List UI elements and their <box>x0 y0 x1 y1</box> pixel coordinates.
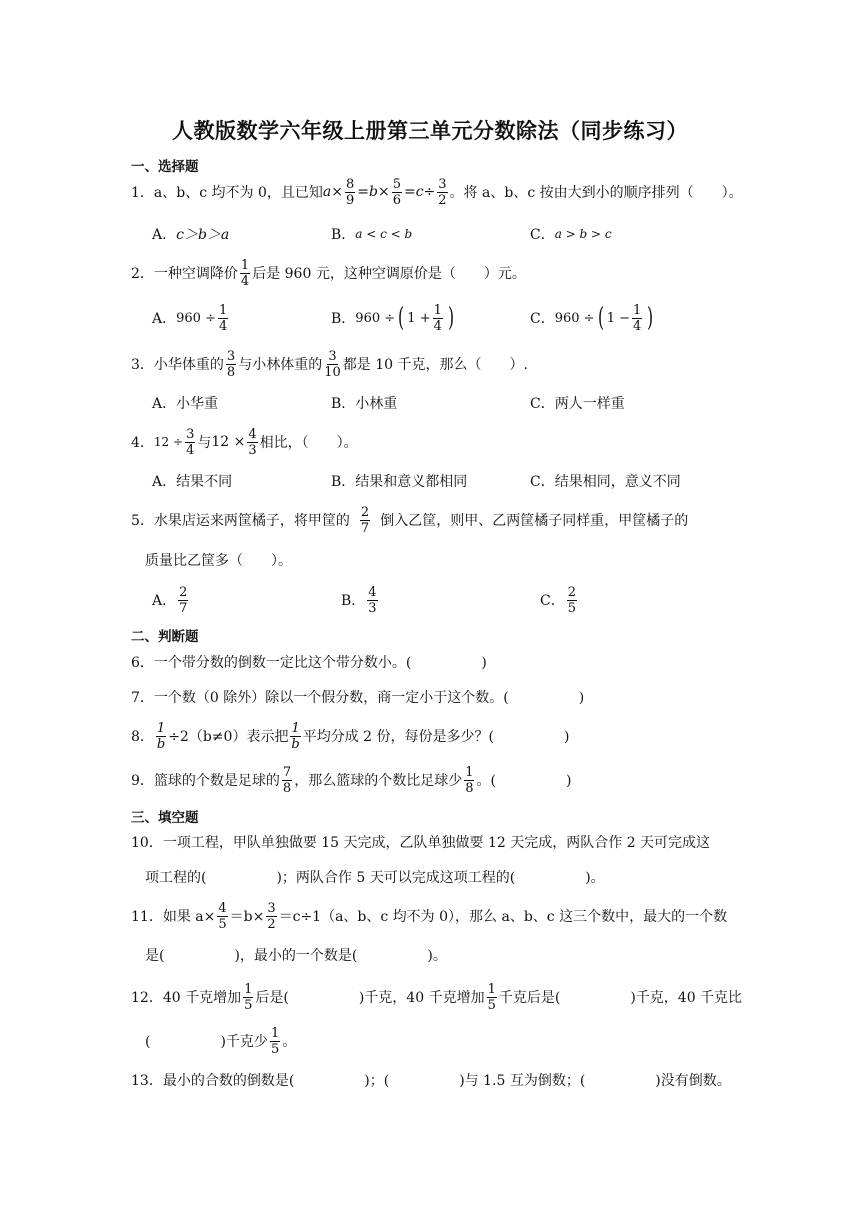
denominator: 4 <box>633 318 642 334</box>
q2-option-b[interactable] <box>331 298 457 338</box>
question-9-mid: ，那么篮球的个数比足球少 <box>294 773 463 789</box>
question-4-text: 4． <box>131 435 154 451</box>
fraction-4-3 <box>247 428 257 457</box>
equals-sign: = <box>403 184 416 200</box>
denominator: 3 <box>248 442 257 458</box>
question-5 <box>131 500 688 540</box>
option-letter: A． <box>152 593 177 609</box>
denominator: 8 <box>282 780 292 796</box>
question-8 <box>131 716 569 756</box>
question-4 <box>131 422 358 462</box>
numerator: 1 <box>156 720 166 736</box>
numerator: 3 <box>267 900 276 916</box>
fraction-2-7 <box>178 586 188 615</box>
question-13: 13．最小的合数的倒数是( )；( )与 1.5 互为倒数；( )没有倒数。 <box>131 1073 731 1089</box>
option-letter: C． <box>530 311 555 327</box>
question-3 <box>131 344 528 384</box>
option-expr: 960 ÷ <box>355 310 396 326</box>
fraction-8-9 <box>345 178 355 207</box>
var-a: a <box>322 184 332 200</box>
question-9-tail: 。( ) <box>476 773 572 789</box>
question-2-text: 2．一种空调降价 <box>131 266 238 282</box>
option-expr: a > b > c <box>554 227 612 241</box>
denominator: b <box>156 736 166 752</box>
numerator: 2 <box>360 504 370 520</box>
question-12-line-2-text: ( )千克少 <box>145 1034 268 1050</box>
equals-sign: = <box>357 184 369 200</box>
denominator: 5 <box>487 997 496 1013</box>
q5-option-c[interactable] <box>540 580 579 620</box>
question-11 <box>131 896 727 936</box>
q1-option-c[interactable] <box>530 214 612 254</box>
question-5-tail: 倒入乙筐，则甲、乙两筐橘子同样重，甲筐橘子的 <box>380 513 689 529</box>
numerator: 3 <box>186 426 195 442</box>
paren: ) <box>447 303 454 333</box>
fraction-1-b <box>156 722 166 751</box>
question-1 <box>131 172 743 212</box>
question-5-text: 5．水果店运来两筐橘子，将甲筐的 <box>131 513 350 529</box>
question-12-mid-2: 千克后是( )千克，40 千克比 <box>498 990 743 1006</box>
question-12-mid-1: 后是( )千克，40 千克增加 <box>255 990 485 1006</box>
fraction-1-4 <box>632 304 642 333</box>
option-expr: c＞b＞a <box>176 227 230 243</box>
option-letter: B． <box>331 227 356 243</box>
q1-option-a[interactable] <box>152 214 229 254</box>
fraction-3-2 <box>437 178 447 207</box>
numerator: 1 <box>465 764 474 780</box>
fraction-3-4 <box>185 428 195 457</box>
question-1-text: 1．a、b、c 均不为 0，且已知 <box>131 185 323 201</box>
numerator: 1 <box>244 981 253 997</box>
fraction-2-5 <box>567 586 577 615</box>
option-expr: 960 ÷ <box>176 310 216 326</box>
denominator: 2 <box>267 916 276 932</box>
fraction-7-8 <box>282 766 292 795</box>
paren: ) <box>647 303 654 333</box>
section-heading-choice: 一、选择题 <box>131 159 199 175</box>
question-3-text: 3．小华体重的 <box>131 357 224 373</box>
numerator: 3 <box>328 348 337 364</box>
option-expr: a < c < b <box>355 227 413 241</box>
numerator: 1 <box>240 257 250 273</box>
section-heading-judgment: 二、判断题 <box>131 629 199 645</box>
times-sign: × <box>377 184 390 200</box>
question-6: 6．一个带分数的倒数一定比这个带分数小。( ) <box>131 655 487 671</box>
fraction-1-5 <box>487 983 497 1012</box>
question-1-tail: 。将 a、b、c 按由大到小的顺序排列（ ）。 <box>449 185 743 201</box>
section-heading-fill: 三、填空题 <box>131 810 199 826</box>
question-9 <box>131 760 571 800</box>
q4-option-b[interactable]: B．结果和意义都相同 <box>331 474 468 490</box>
fraction-5-6 <box>392 178 402 207</box>
numerator: 7 <box>282 764 292 780</box>
divide-sign: ÷ <box>423 184 436 200</box>
denominator: 4 <box>186 442 195 458</box>
q4-option-a[interactable]: A．结果不同 <box>152 474 233 490</box>
question-5-line-2: 质量比乙筐多（ ）。 <box>145 553 292 569</box>
denominator: b <box>291 736 300 752</box>
fraction-1-5 <box>270 1027 280 1056</box>
question-2-tail: 后是 960 元，这种空调原价是（ ）元。 <box>252 266 526 282</box>
var-b: b <box>368 184 378 200</box>
option-expr: 1 + <box>407 310 431 326</box>
denominator: 10 <box>324 364 341 380</box>
option-letter: A． <box>152 227 177 243</box>
question-10-line-2: 项工程的( )；两队合作 5 天可以完成这项工程的( )。 <box>145 870 605 886</box>
numerator: 5 <box>392 176 401 192</box>
denominator: 7 <box>179 600 188 616</box>
denominator: 7 <box>360 520 370 536</box>
option-letter: C． <box>530 227 555 243</box>
question-8-tail: 平均分成 2 份，每份是多少？( ) <box>302 729 570 745</box>
denominator: 2 <box>438 192 447 208</box>
question-8-text: 8． <box>131 729 154 745</box>
fraction-4-5 <box>217 902 227 931</box>
question-4-tail: 相比，（ ）。 <box>259 435 358 451</box>
denominator: 4 <box>218 318 228 334</box>
fraction-1-b <box>290 722 300 751</box>
question-12-text: 12．40 千克增加 <box>131 990 242 1006</box>
q3-option-c[interactable]: C．两人一样重 <box>530 396 625 412</box>
denominator: 5 <box>218 916 227 932</box>
numerator: 3 <box>226 348 236 364</box>
option-letter: C． <box>540 593 565 609</box>
paren: ( <box>398 303 405 333</box>
fraction-3-10 <box>324 350 341 379</box>
question-10-line-1: 10．一项工程，甲队单独做要 15 天完成，乙队单独做要 12 天完成，两队合作 2 天可完成这 <box>131 835 711 851</box>
numerator: 1 <box>291 720 300 736</box>
numerator: 1 <box>433 302 442 318</box>
numerator: 4 <box>248 426 257 442</box>
question-11-tail: ＝c÷1（a、b、c 均不为 0），那么 a、b、c 这三个数中，最大的一个数 <box>278 909 728 925</box>
numerator: 1 <box>270 1025 280 1041</box>
question-3-mid: 与小林体重的 <box>238 357 323 373</box>
denominator: 8 <box>226 364 236 380</box>
numerator: 1 <box>633 302 642 318</box>
question-9-text: 9．篮球的个数是足球的 <box>131 773 280 789</box>
question-12-line-2-tail: 。 <box>282 1034 297 1050</box>
q2-option-a[interactable] <box>152 298 230 338</box>
question-3-tail: 都是 10 千克，那么（ ）. <box>342 357 528 373</box>
numerator: 3 <box>438 176 447 192</box>
denominator: 5 <box>244 997 253 1013</box>
question-11-mid: ＝b× <box>229 909 265 925</box>
expr: 12 ÷ <box>153 435 184 449</box>
denominator: 9 <box>345 192 355 208</box>
fraction-3-8 <box>226 350 236 379</box>
q5-option-a[interactable] <box>152 580 190 620</box>
q3-option-a[interactable]: A．小华重 <box>152 396 219 412</box>
fraction-1-4 <box>433 304 443 333</box>
denominator: 6 <box>392 192 401 208</box>
question-12-line-2 <box>145 1021 296 1061</box>
option-letter: A． <box>152 311 177 327</box>
numerator: 1 <box>218 302 228 318</box>
question-11-text: 11．如果 a× <box>131 909 216 925</box>
denominator: 4 <box>433 318 442 334</box>
fraction-1-4 <box>240 259 250 288</box>
page-title: 人教版数学六年级上册第三单元分数除法（同步练习） <box>172 118 688 143</box>
question-7: 7．一个数（0 除外）除以一个假分数，商一定小于这个数。( ) <box>131 690 585 706</box>
numerator: 4 <box>218 900 227 916</box>
paren: ( <box>597 303 604 333</box>
option-letter: B． <box>341 593 366 609</box>
option-expr: 960 ÷ <box>554 310 595 326</box>
fraction-1-5 <box>243 983 253 1012</box>
denominator: 8 <box>465 780 474 796</box>
q3-option-b[interactable]: B．小林重 <box>331 396 398 412</box>
denominator: 4 <box>240 273 250 289</box>
q1-option-b[interactable] <box>331 214 412 254</box>
numerator: 8 <box>345 176 355 192</box>
question-4-mid: 与 <box>197 435 212 451</box>
fraction-2-7 <box>360 506 370 535</box>
denominator: 5 <box>270 1041 280 1057</box>
question-2 <box>131 253 526 293</box>
question-8-mid: ÷2（b≠0）表示把 <box>168 729 289 745</box>
expr: 12 × <box>211 434 246 450</box>
denominator: 3 <box>368 600 377 616</box>
question-12 <box>131 977 742 1017</box>
numerator: 2 <box>179 584 188 600</box>
question-11-line-2: 是( )，最小的一个数是( )。 <box>145 948 447 964</box>
option-expr: 1 − <box>606 310 631 326</box>
q2-option-c[interactable] <box>530 298 656 338</box>
fraction-4-3 <box>367 586 377 615</box>
q4-option-c[interactable]: C．结果相同，意义不同 <box>530 474 681 490</box>
numerator: 2 <box>567 584 576 600</box>
var-c: c <box>415 184 424 200</box>
denominator: 5 <box>567 600 576 616</box>
numerator: 1 <box>487 981 496 997</box>
fraction-3-2 <box>266 902 276 931</box>
fraction-1-4 <box>218 304 228 333</box>
fraction-1-8 <box>464 766 474 795</box>
times-sign: × <box>331 184 343 200</box>
q5-option-b[interactable] <box>341 580 380 620</box>
numerator: 4 <box>368 584 377 600</box>
option-letter: B． <box>331 311 356 327</box>
